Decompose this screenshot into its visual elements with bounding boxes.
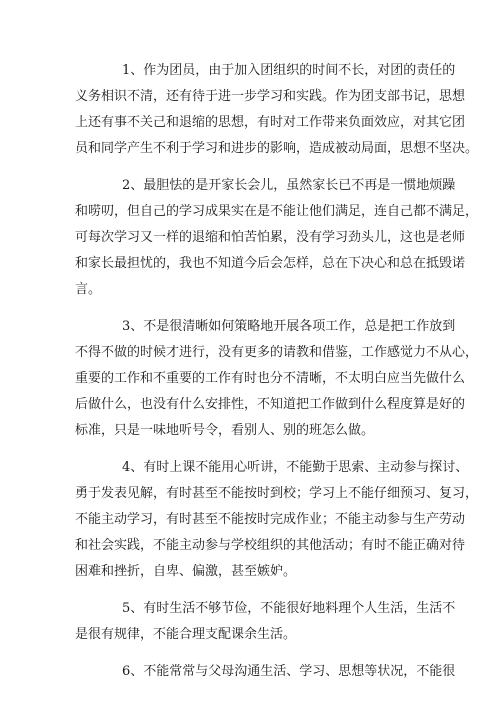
paragraph-line: 不得不做的时候才进行，没有更多的请教和借鉴，工作感觉力不从心， <box>75 345 479 360</box>
document-body <box>75 58 479 696</box>
paragraph-line: 言。 <box>75 282 102 297</box>
paragraph-line: 6、不能常常与父母沟通生活、学习、思想等状况，不能很 <box>122 664 456 679</box>
paragraph-line: 义务相识不清，还有待于进一步学习和实践。作为团支部书记，思想 <box>75 89 466 104</box>
paragraph-6 <box>75 659 456 685</box>
paragraph-line: 上还有事不关己和退缩的思想，有时对工作带来负面效应，对其它团 <box>75 115 466 130</box>
paragraph-line: 勇于发表见解，有时甚至不能按时到校；学习上不能仔细预习、复习， <box>75 486 479 501</box>
paragraph-line: 标准，只是一味地听号令，看别人、别的班怎么做。 <box>75 423 375 438</box>
paragraph-line: 5、有时生活不够节俭，不能很好地料理个人生活，生活不 <box>122 601 456 616</box>
paragraph-line: 不能主动学习，有时甚至不能按时完成作业；不能主动参与生产劳动 <box>75 512 466 527</box>
paragraph-line: 员和同学产生不利于学习和进步的影响，造成被动局面，思想不坚决。 <box>75 141 479 156</box>
paragraph-4 <box>75 455 479 585</box>
paragraph-2 <box>75 173 479 303</box>
paragraph-line: 可每次学习又一样的退缩和怕苦怕累，没有学习劲头儿，这也是老师 <box>75 230 466 245</box>
paragraph-1 <box>75 58 479 162</box>
paragraph-line: 和家长最担忧的，我也不知道今后会怎样，总在下决心和总在抵毁诺 <box>75 256 466 271</box>
paragraph-line: 4、有时上课不能用心听讲，不能勤于思索、主动参与探讨、 <box>122 460 469 475</box>
paragraph-5 <box>75 596 456 648</box>
paragraph-line: 重要的工作和不重要的工作有时也分不清晰，不太明白应当先做什么 <box>75 371 466 386</box>
paragraph-line: 是很有规律，不能合理支配课余生活。 <box>75 627 297 642</box>
paragraph-line: 1、作为团员，由于加入团组织的时间不长，对团的责任的 <box>122 63 456 78</box>
paragraph-line: 和社会实践，不能主动参与学校组织的其他活动；有时不能正确对待 <box>75 538 466 553</box>
paragraph-line: 3、不是很清晰如何策略地开展各项工作，总是把工作放到 <box>122 319 456 334</box>
paragraph-line: 2、最胆怯的是开家长会儿，虽然家长已不再是一惯地烦躁 <box>122 178 456 193</box>
paragraph-line: 困难和挫折，自卑、偏激，甚至嫉妒。 <box>75 564 297 579</box>
paragraph-line: 后做什么，也没有什么安排性，不知道把工作做到什么程度算是好的 <box>75 397 466 412</box>
paragraph-line: 和唠叨，但自己的学习成果实在是不能让他们满足，连自己都不满足， <box>75 204 479 219</box>
paragraph-3 <box>75 314 479 444</box>
